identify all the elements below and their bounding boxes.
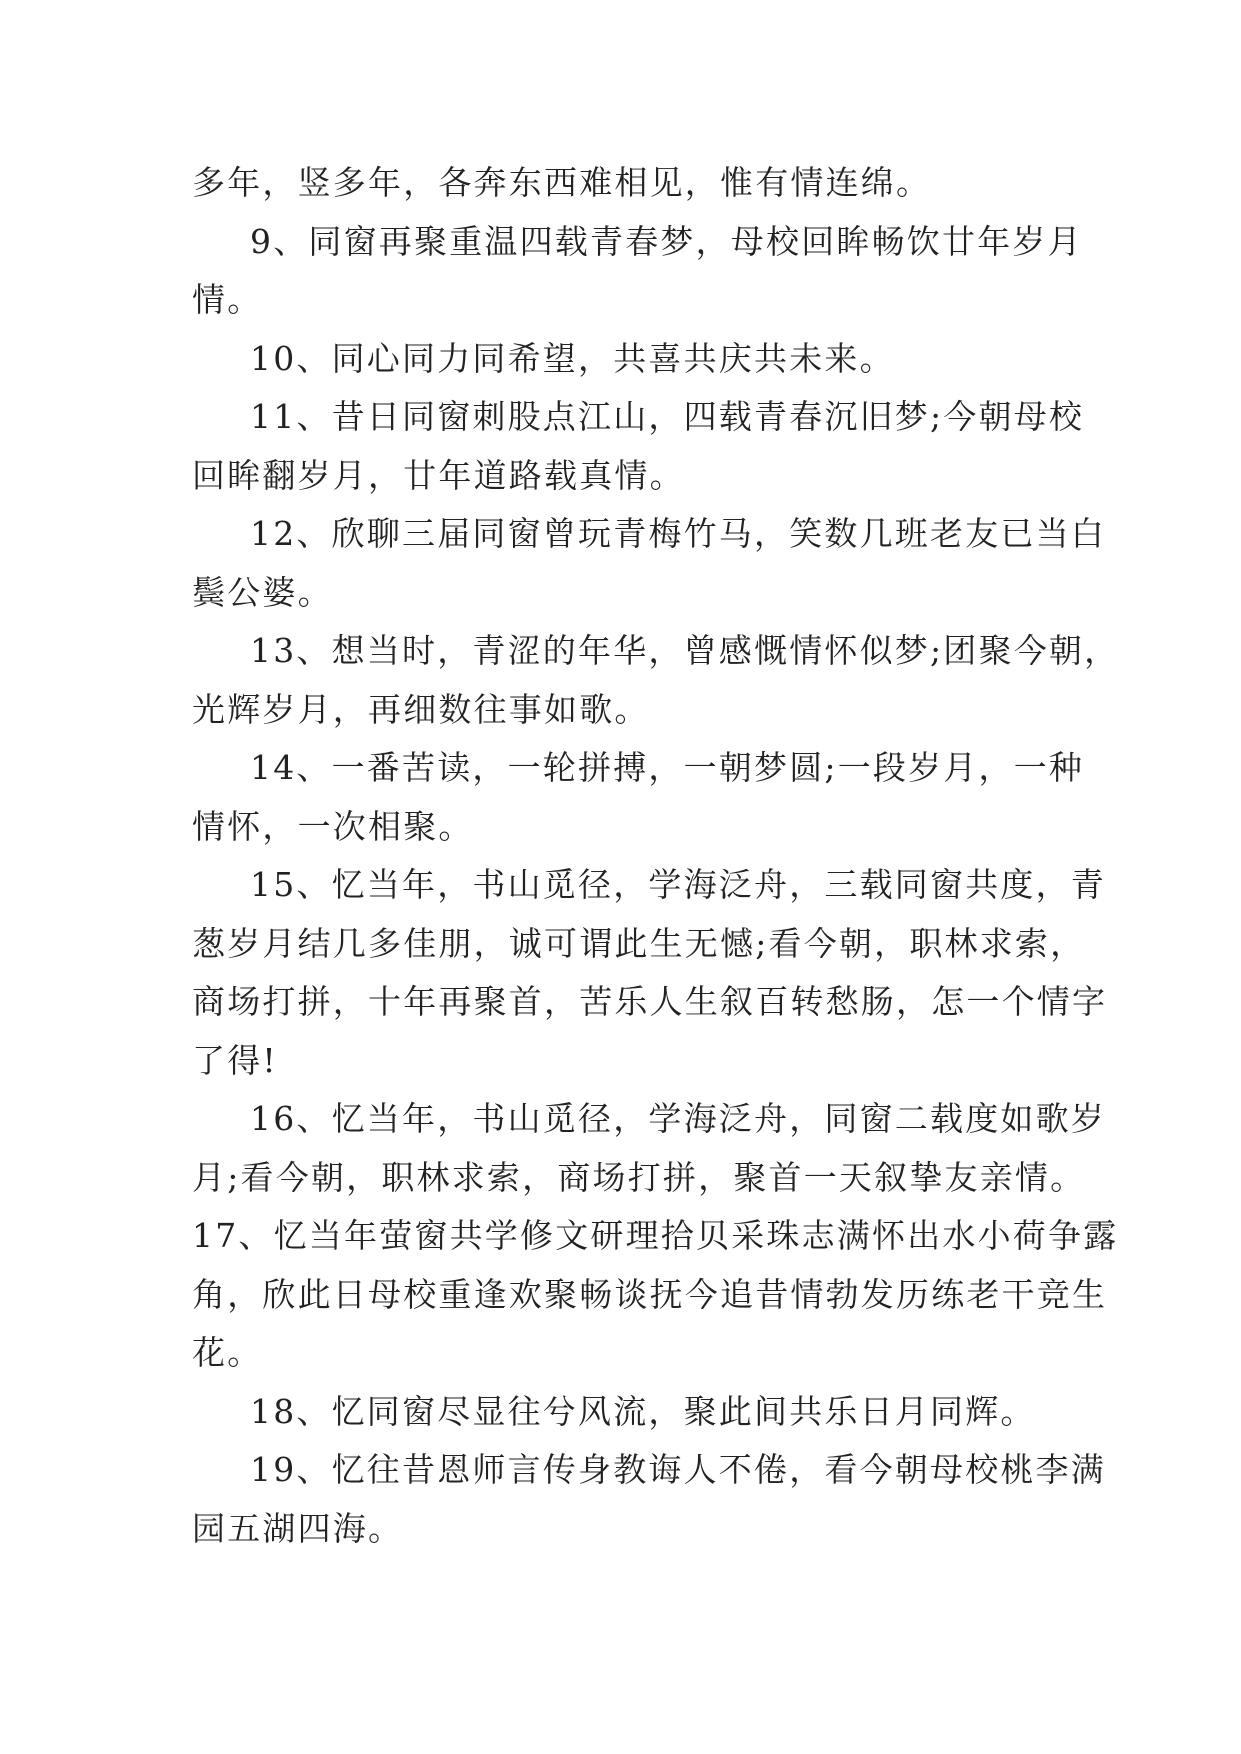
- text-line: 19、忆往昔恩师言传身教诲人不倦，看今朝母校桃李满: [250, 1450, 1106, 1489]
- text-line: 多年，竖多年，各奔东西难相见，惟有情连绵。: [192, 163, 932, 202]
- text-line: 13、想当时，青涩的年华，曾感慨情怀似梦;团聚今朝，: [250, 631, 1120, 670]
- text-line: 商场打拼，十年再聚首，苦乐人生叙百转愁肠，怎一个情字: [192, 982, 1108, 1021]
- text-line: 角，欣此日母校重逢欢聚畅谈抚今追昔情勃发历练老干竞生: [192, 1274, 1108, 1314]
- text-line: 了得!: [192, 1040, 278, 1080]
- text-line: 情。: [192, 280, 263, 319]
- text-line: 16、忆当年，书山觅径，学海泛舟，同窗二载度如歌岁: [250, 1099, 1106, 1138]
- text-line: 14、一番苦读，一轮拼搏，一朝梦圆;一段岁月，一种: [250, 748, 1085, 787]
- text-line: 10、同心同力同希望，共喜共庆共未来。: [250, 338, 895, 378]
- text-line: 回眸翻岁月，廿年道路载真情。: [192, 455, 685, 495]
- text-line: 18、忆同窗尽显往兮风流，聚此间共乐日月同辉。: [250, 1391, 1036, 1431]
- text-line: 光辉岁月，再细数往事如歌。: [192, 689, 650, 729]
- text-line: 葱岁月结几多佳朋，诚可谓此生无憾;看今朝，职林求索，: [192, 923, 1086, 963]
- text-line: 12、欣聊三届同窗曾玩青梅竹马，笑数几班老友已当白: [250, 514, 1106, 553]
- text-line: 鬓公婆。: [192, 572, 333, 612]
- document-body: [192, 154, 1120, 1558]
- text-line: 月;看今朝，职林求索，商场打拼，聚首一天叙挚友亲情。: [192, 1157, 1086, 1197]
- text-line: 情怀，一次相聚。: [192, 806, 474, 846]
- text-line: 15、忆当年，书山觅径，学海泛舟，三载同窗共度，青: [250, 865, 1106, 904]
- text-line: 园五湖四海。: [192, 1508, 404, 1548]
- text-line: 9、同窗再聚重温四载青春梦，母校回眸畅饮廿年岁月: [250, 221, 1083, 261]
- text-line: 11、昔日同窗刺股点江山，四载青春沉旧梦;今朝母校: [250, 397, 1085, 436]
- text-line: 17、忆当年萤窗共学修文研理拾贝采珠志满怀出水小荷争露: [192, 1216, 1119, 1255]
- text-line: 花。: [192, 1333, 263, 1372]
